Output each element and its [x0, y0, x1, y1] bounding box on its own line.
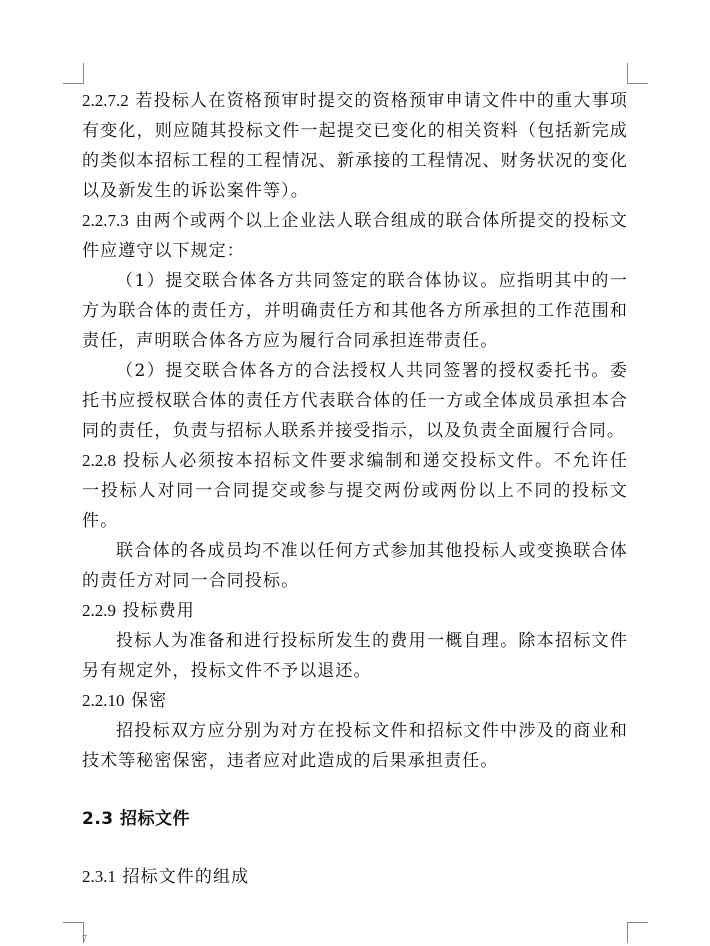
clause-number: 2.2.10 [82, 691, 125, 710]
paragraph-text: 若投标人在资格预审时提交的资格预审申请文件中的重大事项有变化，则应随其投标文件一起提交已变化的相关资料（包括新完成的类似本招标工程的工程情况、新承接的工程情况、财务状况的变化以及新发生的诉讼案件等）。 [82, 91, 628, 201]
paragraph-confidentiality: 招投标双方应分别为对方在投标文件和招标文件中涉及的商业和技术等秘密保密，违者应对此造成的后果承担责任。 [82, 721, 628, 771]
heading-2-3-1 [82, 862, 628, 892]
heading-2-2-10 [82, 686, 628, 716]
crop-mark-top-left [63, 63, 84, 84]
document-body [82, 86, 628, 892]
heading-2-2-9 [82, 596, 628, 626]
paragraph-item-1: （1）提交联合体各方共同签定的联合体协议。应指明其中的一方为联合体的责任方，并明确责任方和其他各方所承担的工作范围和责任，声明联合体各方应为履行合同承担连带责任。 [82, 271, 628, 351]
paragraph-bid-cost: 投标人为准备和进行投标所发生的费用一概自理。除本招标文件另有规定外，投标文件不予以退还。 [82, 631, 628, 681]
paragraph-2-2-7-2 [82, 86, 628, 206]
clause-number: 2.2.7.2 [82, 91, 129, 110]
clause-number: 2.2.8 [82, 451, 116, 470]
paragraph-text: 投标人必须按本招标文件要求编制和递交投标文件。不允许任一投标人对同一合同提交或参与提交两份或两份以上不同的投标文件。 [82, 451, 628, 531]
heading-text: 投标费用 [116, 601, 195, 621]
clause-number: 2.2.9 [82, 601, 116, 620]
section-heading-2-3: 2.3 招标文件 [82, 809, 191, 829]
paragraph-2-2-8 [82, 446, 628, 536]
crop-mark-top-right [627, 63, 648, 84]
heading-text: 招标文件的组成 [116, 867, 250, 887]
heading-text: 保密 [124, 691, 168, 711]
crop-mark-bottom-right [627, 922, 648, 943]
paragraph-consortium: 联合体的各成员均不准以任何方式参加其他投标人或变换联合体的责任方对同一合同投标。 [82, 541, 628, 591]
page-number: 7 [82, 934, 87, 945]
paragraph-item-2: （2）提交联合体各方的合法授权人共同签署的授权委托书。委托书应授权联合体的责任方代表联合体的任一方或全体成员承担本合同的责任，负责与招标人联系并接受指示，以及负责全面履行合同。 [82, 361, 628, 441]
clause-number: 2.2.7.3 [82, 211, 129, 230]
crop-mark-bottom-left [63, 922, 84, 943]
paragraph-2-2-7-3 [82, 206, 628, 266]
paragraph-text: 由两个或两个以上企业法人联合组成的联合体所提交的投标文件应遵守以下规定： [82, 211, 628, 261]
clause-number: 2.3.1 [82, 867, 116, 886]
